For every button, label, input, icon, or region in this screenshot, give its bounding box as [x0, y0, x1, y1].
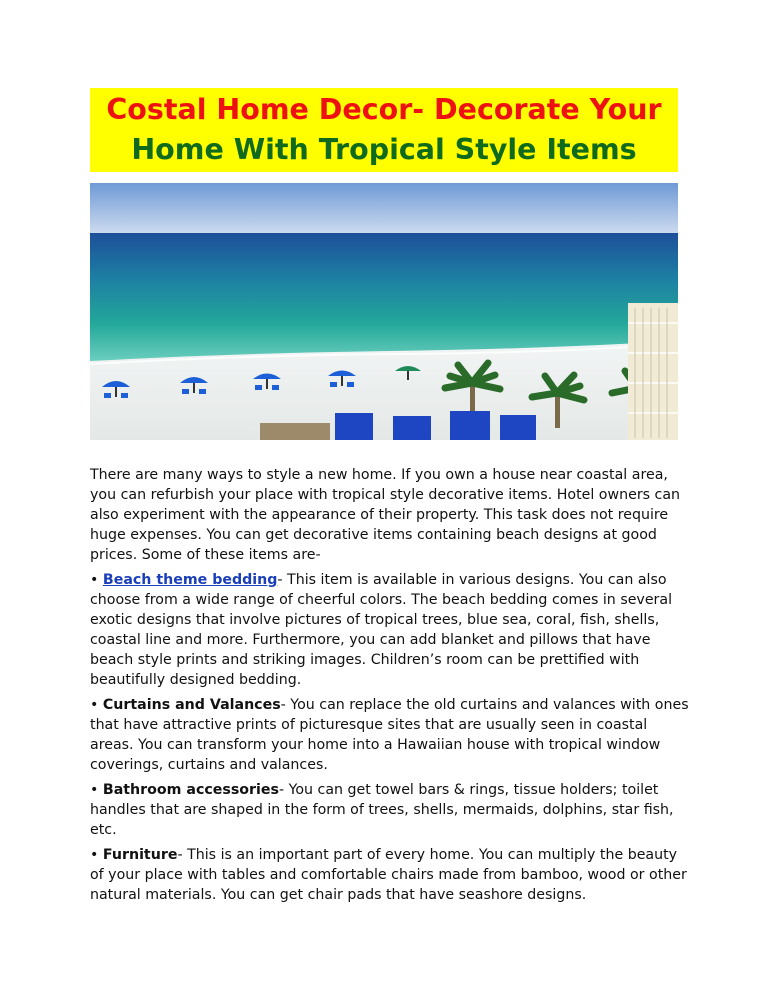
item-text: - This item is available in various designs. You can also choose from a wide range of cheerful colors. The beach bedding comes in several exotic designs that involve pictures of tropical trees, blue sea, coral, fish, shells, coastal line and more. Furthermore, you can add blanket and pillows that have beach style prints and striking images. Children’s room can be prettified with beautifully designed bedding.	[90, 572, 673, 688]
bullet: •	[90, 697, 99, 713]
item-heading: Furniture	[102, 847, 178, 863]
sky-area	[90, 183, 678, 235]
title-line-1: Costal Home Decor- Decorate Your	[106, 93, 662, 126]
sea-area	[90, 233, 678, 363]
item-heading: Curtains and Valances	[102, 697, 281, 713]
bullet: •	[90, 572, 99, 588]
item-text: - You can get towel bars & rings, tissue holders; toilet handles that are shaped in the form of trees, shells, mermaids, dolphins, star fish, etc.	[90, 782, 674, 838]
article-body	[90, 465, 690, 910]
bullet: •	[90, 847, 99, 863]
item-bathroom	[90, 780, 690, 840]
intro-paragraph: There are many ways to style a new home. If you own a house near coastal area, you can refurbish your place with tropical style decorative items. Hotel owners can also experiment with the appearance of their property. This task does not require huge expenses. You can get decorative items containing beach designs at good prices. Some of these items are-	[90, 467, 681, 563]
item-beach-bedding	[90, 570, 690, 690]
beach-photo	[90, 183, 678, 440]
item-text: - You can replace the old curtains and valances with ones that have attractive prints of picturesque sites that are usually seen in coastal areas. You can transform your home into a Hawaiian house with tropical window coverings, curtains and valances.	[90, 697, 689, 773]
item-furniture	[90, 845, 690, 905]
beach-theme-bedding-link[interactable]: Beach theme bedding	[102, 572, 278, 588]
beach-building	[628, 303, 678, 440]
item-text: - This is an important part of every home. You can multiply the beauty of your place with tables and comfortable chairs made from bamboo, wood or other natural materials. You can get chair pads that have seashore designs.	[90, 847, 687, 903]
bullet: •	[90, 782, 99, 798]
item-curtains	[90, 695, 690, 775]
title-line-2: Home With Tropical Style Items	[131, 133, 637, 166]
title-banner	[90, 88, 678, 172]
bushes	[260, 423, 330, 440]
item-heading: Bathroom accessories	[102, 782, 279, 798]
